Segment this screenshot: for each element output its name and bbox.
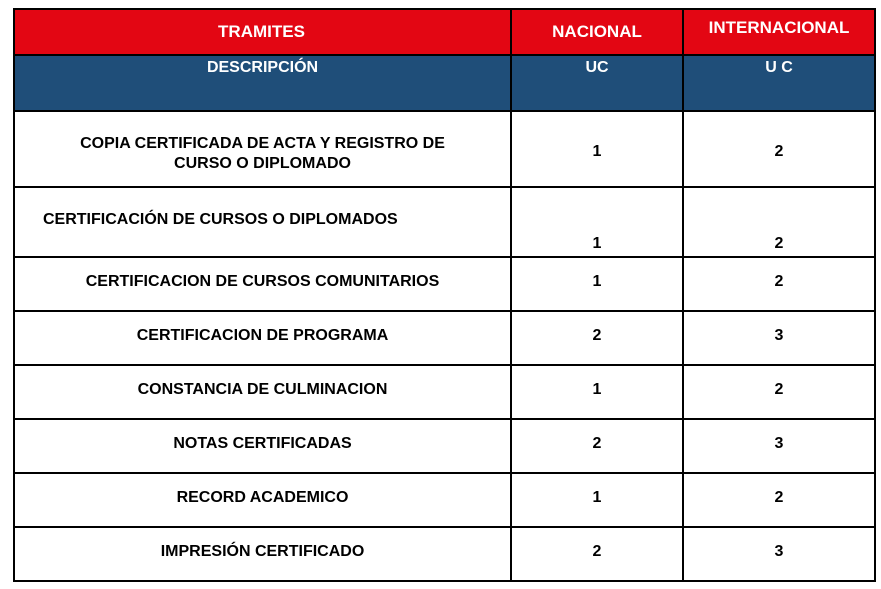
- header-uc-nacional: UC: [511, 55, 683, 81]
- header-row-main: [14, 9, 875, 55]
- row-internacional: 2: [683, 473, 875, 527]
- table-row: [14, 473, 875, 527]
- table-row: [14, 365, 875, 419]
- header-internacional: INTERNACIONAL: [683, 9, 875, 55]
- table-row: [14, 311, 875, 365]
- row-nacional: 1: [511, 111, 683, 187]
- row-internacional: 2: [683, 257, 875, 311]
- tramites-table: [13, 8, 876, 582]
- row-internacional: 2: [683, 365, 875, 419]
- row-nacional: 2: [511, 527, 683, 581]
- row-nacional: 1: [511, 187, 683, 257]
- table-row: [14, 257, 875, 311]
- row-descripcion-line2: CURSO O DIPLOMADO: [174, 155, 351, 172]
- row-nacional: 1: [511, 473, 683, 527]
- row-internacional: 3: [683, 527, 875, 581]
- header-row-sub: [14, 55, 875, 81]
- row-nacional: 2: [511, 419, 683, 473]
- row-descripcion: CERTIFICACIÓN DE CURSOS O DIPLOMADOS: [14, 187, 511, 257]
- row-descripcion-text: [80, 134, 445, 174]
- row-descripcion-line1: COPIA CERTIFICADA DE ACTA Y REGISTRO DE: [80, 135, 445, 152]
- table-row: [14, 527, 875, 581]
- row-internacional: 2: [683, 111, 875, 187]
- header-tramites: TRAMITES: [14, 9, 511, 55]
- header-row-spacer: [14, 81, 875, 111]
- header-descripcion: DESCRIPCIÓN: [14, 55, 511, 81]
- header-nacional: NACIONAL: [511, 9, 683, 55]
- row-descripcion: IMPRESIÓN CERTIFICADO: [14, 527, 511, 581]
- row-internacional: 2: [683, 187, 875, 257]
- header-uc-internacional: U C: [683, 55, 875, 81]
- row-nacional: 1: [511, 365, 683, 419]
- row-descripcion: CERTIFICACION DE CURSOS COMUNITARIOS: [14, 257, 511, 311]
- row-descripcion: [14, 111, 511, 187]
- table-row: [14, 419, 875, 473]
- row-internacional: 3: [683, 419, 875, 473]
- header-spacer-cell: [511, 81, 683, 111]
- header-spacer-cell: [14, 81, 511, 111]
- row-descripcion: CONSTANCIA DE CULMINACION: [14, 365, 511, 419]
- table-row: [14, 187, 875, 257]
- table-row: [14, 111, 875, 187]
- row-descripcion: RECORD ACADEMICO: [14, 473, 511, 527]
- row-descripcion: CERTIFICACION DE PROGRAMA: [14, 311, 511, 365]
- row-nacional: 2: [511, 311, 683, 365]
- row-internacional: 3: [683, 311, 875, 365]
- row-descripcion: NOTAS CERTIFICADAS: [14, 419, 511, 473]
- row-nacional: 1: [511, 257, 683, 311]
- header-spacer-cell: [683, 81, 875, 111]
